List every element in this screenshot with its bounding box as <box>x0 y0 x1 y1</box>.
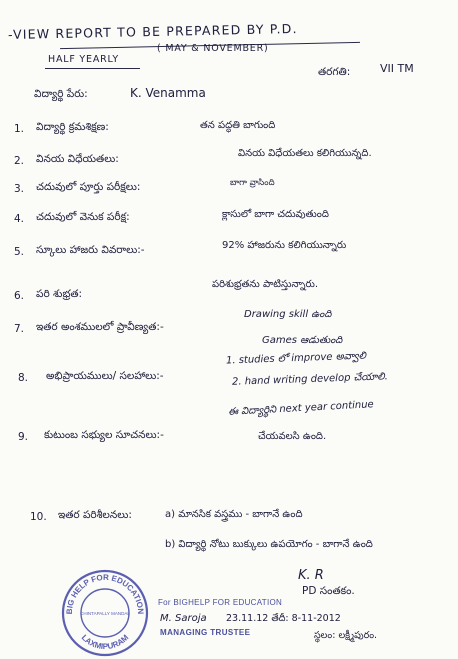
class-label: తరగతి: <box>318 66 351 78</box>
org-line: For BIGHELP FOR EDUCATION <box>158 598 283 607</box>
item-number: 6. <box>14 290 25 302</box>
item-value: తన పద్ధతి బాగుంది <box>200 120 276 131</box>
item-value-2: చేయవలసి ఉంది. <box>258 431 327 442</box>
item-value: పరిశుభ్రతను పాటిస్తున్నారు. <box>212 279 319 290</box>
trustee-name: M. Saroja <box>160 613 207 624</box>
organization-stamp <box>60 568 150 658</box>
stamp-center-text: CHINTAPALLY MANDAL <box>80 611 130 616</box>
item-number: 7. <box>14 323 25 335</box>
item-value: క్లాసులో బాగా చదువుతుంది <box>222 209 329 220</box>
item-value-2: Games ఆడుతుంది <box>262 335 343 346</box>
pd-signature: K. R <box>298 568 324 583</box>
pd-label: PD సంతకం. <box>302 585 355 597</box>
item-label: చదువులో వెనుక పరీక్ష: <box>36 211 130 223</box>
item-label: విద్యార్థి క్రమశిక్షణ: <box>36 121 109 133</box>
item-value: బాగా వ్రాసింది <box>230 178 275 188</box>
class-value: VII TM <box>380 62 414 75</box>
item-number: 8. <box>18 372 29 384</box>
item-number: 9. <box>18 431 29 443</box>
subtitle-underline <box>45 68 140 69</box>
item-value: 1. studies లో improve అవ్వాలి <box>225 350 367 367</box>
student-name-label: విద్యార్థి పేరు: <box>34 88 88 100</box>
item-value-2: 2. hand writing develop చేయాలి. <box>231 371 388 388</box>
place-line: స్థలం: లక్ష్మీపురం. <box>314 630 378 641</box>
student-name-value: K. Venamma <box>130 86 206 100</box>
item-number: 2. <box>14 155 25 167</box>
item-number: 10. <box>30 511 47 523</box>
item-label: ఇతర అంశములలో ప్రావీణ్యత:- <box>36 321 164 333</box>
item-label: ఇతర పరిశీలనలు: <box>58 509 132 521</box>
report-subtitle-left: HALF YEARLY <box>48 54 119 65</box>
stamp-top-text: BIG HELP FOR EDUCATION <box>64 572 146 615</box>
item-label: స్కూలు హాజరు వివరాలు:- <box>36 244 145 256</box>
date-line: 23.11.12 తేదీ: 8-11-2012 <box>226 613 341 624</box>
item-number: 3. <box>14 183 25 195</box>
item-label: కుటుంబ సభ్యుల సూచనలు:- <box>44 429 164 441</box>
item-number: 1. <box>14 123 25 135</box>
role-line: MANAGING TRUSTEE <box>160 628 251 637</box>
item-value: Drawing skill ఉంది <box>244 309 332 320</box>
item-label: పరి శుభ్రత: <box>36 288 83 300</box>
stamp-bottom-text: LAXMIPURAM <box>79 632 131 652</box>
item-value: ఈ విద్యార్థిని next year continue <box>227 399 374 418</box>
item-label: చదువులో పూర్తు పరీక్షలు: <box>36 181 141 193</box>
item-value: 92% హాజరును కలిగియున్నారు <box>222 240 347 251</box>
item-value: వినయ విధేయతలు కలిగియున్నది. <box>238 148 372 159</box>
item-label: అభిప్రాయములు/ సలహాలు:- <box>46 370 164 382</box>
report-title: -VIEW REPORT TO BE PREPARED BY P.D. <box>7 20 298 43</box>
item-10-a: a) మానసిక వస్త్రము - బాగానే ఉంది <box>165 509 303 520</box>
report-subtitle-right: ( MAY & NOVEMBER) <box>157 43 269 54</box>
item-number: 5. <box>14 246 25 258</box>
item-label: వినయ విధేయతలు: <box>36 153 119 165</box>
item-10-b: b) విద్యార్థి నోటు బుక్కులు ఉపయోగం - బాగానే ఉంది <box>165 539 373 550</box>
item-number: 4. <box>14 213 25 225</box>
